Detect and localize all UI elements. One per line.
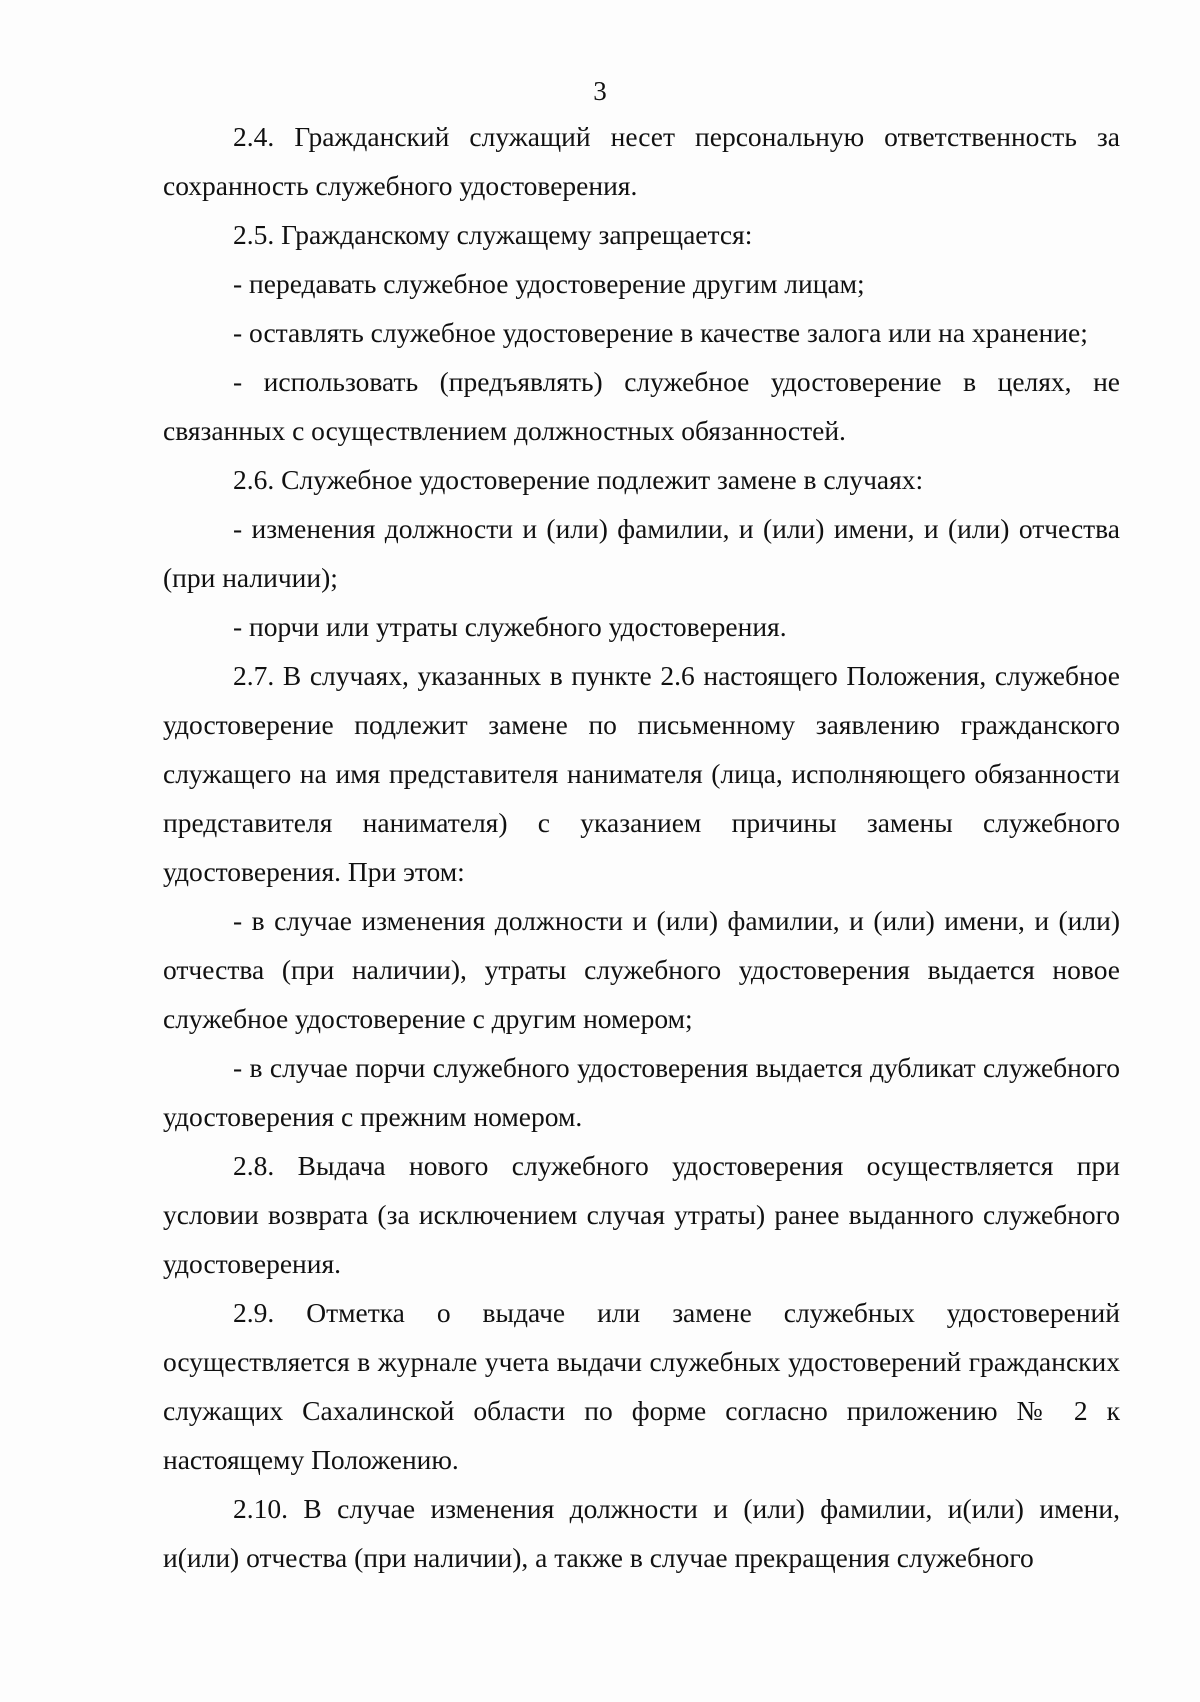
paragraph-2-8: 2.8. Выдача нового служебного удостоверения осуществляется при условии возврата (за исключением случая утраты) ранее выданного служебного удостоверения. — [163, 1150, 1120, 1279]
list-item-change-name: - изменения должности и (или) фамилии, и (или) имени, и (или) отчества (при наличии); — [163, 513, 1120, 593]
paragraph-2-6: 2.6. Служебное удостоверение подлежит замене в случаях: — [233, 464, 924, 495]
paragraph-2-9: 2.9. Отметка о выдаче или замене служебных удостоверений осуществляется в журнале учета выдачи служебных удостоверений гражданских служащих Сахалинской области по форме согласно приложению № 2 к настоящему Положению. — [163, 1297, 1120, 1475]
paragraph-2-4: 2.4. Гражданский служащий несет персональную ответственность за сохранность служебного удостоверения. — [163, 121, 1120, 201]
page-number: 3 — [593, 76, 607, 106]
list-item-damage-loss: - порчи или утраты служебного удостоверения. — [233, 611, 787, 642]
document-body — [163, 112, 1120, 1582]
paragraph-2-10: 2.10. В случае изменения должности и (или) фамилии, и(или) имени, и(или) отчества (при наличии), а также в случае прекращения служебного — [163, 1493, 1120, 1573]
list-item-pledge: - оставлять служебное удостоверение в качестве залога или на хранение; — [233, 317, 1088, 348]
list-item-new-number: - в случае изменения должности и (или) фамилии, и (или) имени, и (или) отчества (при наличии), утраты служебного удостоверения выдается новое служебное удостоверение с другим номером; — [163, 905, 1120, 1034]
list-item-transfer: - передавать служебное удостоверение другим лицам; — [233, 268, 865, 299]
list-item-duplicate: - в случае порчи служебного удостоверения выдается дубликат служебного удостоверения с прежним номером. — [163, 1052, 1120, 1132]
list-item-misuse: - использовать (предъявлять) служебное удостоверение в целях, не связанных с осуществлением должностных обязанностей. — [163, 366, 1120, 446]
paragraph-2-7: 2.7. В случаях, указанных в пункте 2.6 настоящего Положения, служебное удостоверение подлежит замене по письменному заявлению гражданского служащего на имя представителя нанимателя (лица, исполняющего обязанности представителя нанимателя) с указанием причины замены служебного удостоверения. При этом: — [163, 660, 1120, 887]
paragraph-2-5: 2.5. Гражданскому служащему запрещается: — [233, 219, 753, 250]
